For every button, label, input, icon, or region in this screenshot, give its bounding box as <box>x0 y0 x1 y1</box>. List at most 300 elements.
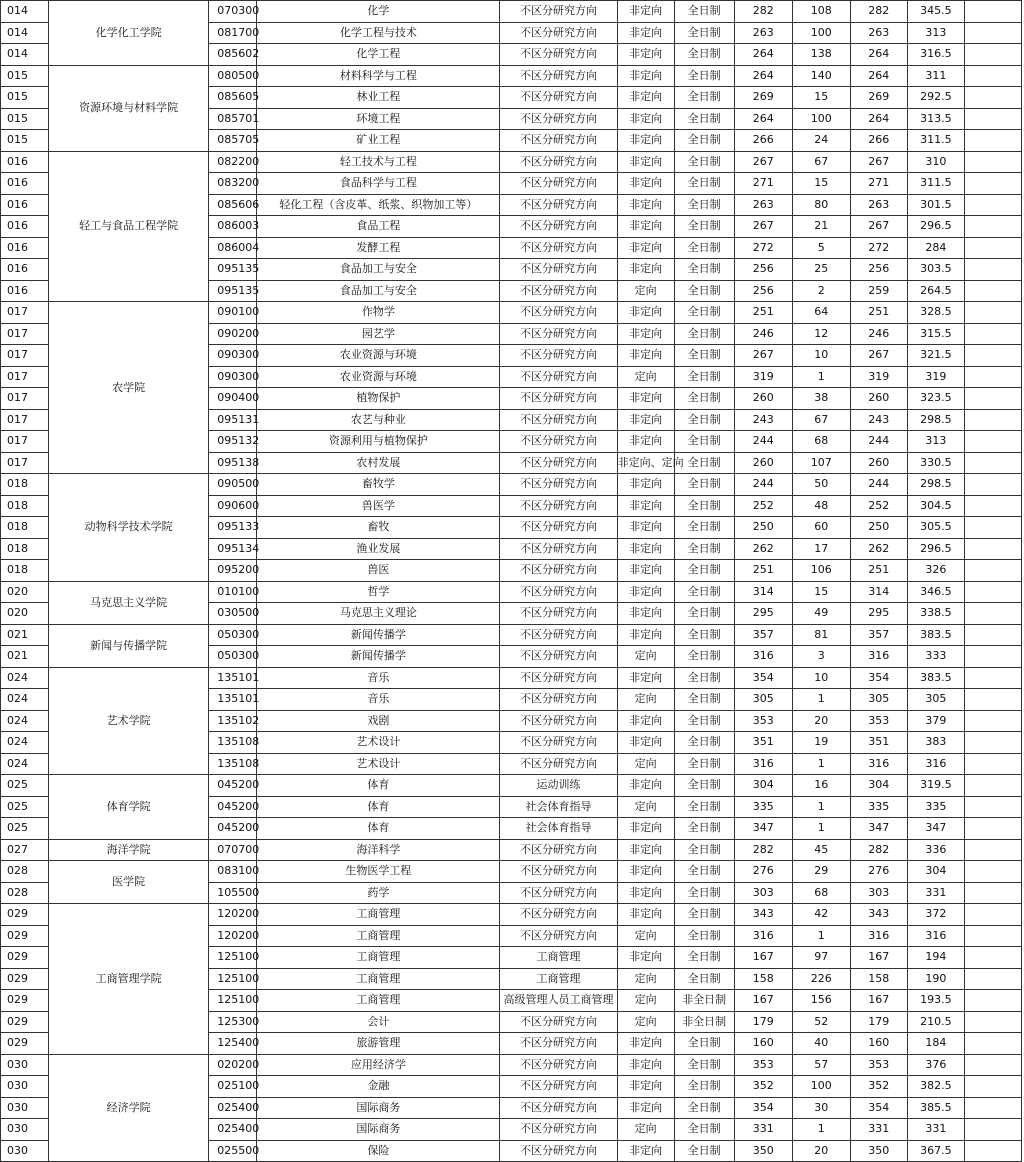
college-id-cell: 030 <box>1 1054 49 1076</box>
college-id-cell: 029 <box>1 990 49 1012</box>
research-direction-cell: 不区分研究方向 <box>500 1076 617 1098</box>
empty-cell <box>964 259 1021 281</box>
study-mode-cell: 全日制 <box>674 882 734 904</box>
average-score-cell: 372 <box>907 904 964 926</box>
research-direction-cell: 不区分研究方向 <box>500 237 617 259</box>
min-score-cell: 246 <box>734 323 792 345</box>
admitted-count-cell: 67 <box>792 151 850 173</box>
major-code-cell: 025500 <box>209 1140 257 1162</box>
empty-cell <box>964 732 1021 754</box>
study-mode-cell: 全日制 <box>674 710 734 732</box>
research-direction-cell: 不区分研究方向 <box>500 882 617 904</box>
retest-score-cell: 264 <box>850 108 907 130</box>
college-name-cell: 经济学院 <box>49 1054 209 1162</box>
major-name-cell: 资源利用与植物保护 <box>257 431 500 453</box>
college-id-cell: 018 <box>1 538 49 560</box>
major-name-cell: 工商管理 <box>257 990 500 1012</box>
admitted-count-cell: 3 <box>792 646 850 668</box>
study-mode-cell: 全日制 <box>674 302 734 324</box>
research-direction-cell: 不区分研究方向 <box>500 538 617 560</box>
average-score-cell: 311 <box>907 65 964 87</box>
min-score-cell: 243 <box>734 409 792 431</box>
retest-score-cell: 267 <box>850 345 907 367</box>
table-row <box>1 1 1022 23</box>
college-id-cell: 015 <box>1 108 49 130</box>
major-name-cell: 工商管理 <box>257 904 500 926</box>
college-id-cell: 017 <box>1 452 49 474</box>
min-score-cell: 295 <box>734 603 792 625</box>
study-mode-cell: 全日制 <box>674 1140 734 1162</box>
research-direction-cell: 运动训练 <box>500 775 617 797</box>
study-mode-cell: 全日制 <box>674 603 734 625</box>
min-score-cell: 357 <box>734 624 792 646</box>
min-score-cell: 351 <box>734 732 792 754</box>
major-code-cell: 090300 <box>209 366 257 388</box>
study-mode-cell: 全日制 <box>674 796 734 818</box>
min-score-cell: 167 <box>734 947 792 969</box>
min-score-cell: 353 <box>734 1054 792 1076</box>
enrollment-type-cell: 非定向 <box>617 302 674 324</box>
research-direction-cell: 不区分研究方向 <box>500 646 617 668</box>
study-mode-cell: 全日制 <box>674 216 734 238</box>
research-direction-cell: 工商管理 <box>500 947 617 969</box>
table-body <box>1 1 1022 1162</box>
research-direction-cell: 社会体育指导 <box>500 796 617 818</box>
table-row <box>1 839 1022 861</box>
average-score-cell: 305.5 <box>907 517 964 539</box>
enrollment-type-cell: 非定向、定向 <box>617 452 674 474</box>
research-direction-cell: 不区分研究方向 <box>500 732 617 754</box>
major-name-cell: 兽医学 <box>257 495 500 517</box>
college-name-cell: 体育学院 <box>49 775 209 840</box>
major-name-cell: 工商管理 <box>257 968 500 990</box>
college-id-cell: 018 <box>1 560 49 582</box>
enrollment-type-cell: 非定向 <box>617 431 674 453</box>
empty-cell <box>964 431 1021 453</box>
college-id-cell: 024 <box>1 753 49 775</box>
major-code-cell: 025100 <box>209 1076 257 1098</box>
average-score-cell: 336 <box>907 839 964 861</box>
empty-cell <box>964 538 1021 560</box>
average-score-cell: 264.5 <box>907 280 964 302</box>
major-code-cell: 095134 <box>209 538 257 560</box>
major-code-cell: 095138 <box>209 452 257 474</box>
admitted-count-cell: 24 <box>792 130 850 152</box>
retest-score-cell: 350 <box>850 1140 907 1162</box>
enrollment-type-cell: 非定向 <box>617 710 674 732</box>
average-score-cell: 335 <box>907 796 964 818</box>
table-row <box>1 667 1022 689</box>
admitted-count-cell: 60 <box>792 517 850 539</box>
empty-cell <box>964 796 1021 818</box>
empty-cell <box>964 216 1021 238</box>
min-score-cell: 244 <box>734 431 792 453</box>
min-score-cell: 179 <box>734 1011 792 1033</box>
college-id-cell: 025 <box>1 775 49 797</box>
empty-cell <box>964 474 1021 496</box>
study-mode-cell: 全日制 <box>674 775 734 797</box>
empty-cell <box>964 710 1021 732</box>
admitted-count-cell: 17 <box>792 538 850 560</box>
retest-score-cell: 343 <box>850 904 907 926</box>
major-code-cell: 095135 <box>209 280 257 302</box>
college-id-cell: 017 <box>1 431 49 453</box>
college-id-cell: 014 <box>1 22 49 44</box>
average-score-cell: 298.5 <box>907 474 964 496</box>
college-id-cell: 015 <box>1 65 49 87</box>
college-id-cell: 017 <box>1 323 49 345</box>
average-score-cell: 305 <box>907 689 964 711</box>
admitted-count-cell: 45 <box>792 839 850 861</box>
major-code-cell: 083100 <box>209 861 257 883</box>
study-mode-cell: 全日制 <box>674 538 734 560</box>
retest-score-cell: 260 <box>850 452 907 474</box>
admitted-count-cell: 30 <box>792 1097 850 1119</box>
min-score-cell: 267 <box>734 345 792 367</box>
study-mode-cell: 全日制 <box>674 409 734 431</box>
retest-score-cell: 263 <box>850 194 907 216</box>
empty-cell <box>964 968 1021 990</box>
min-score-cell: 316 <box>734 753 792 775</box>
admitted-count-cell: 57 <box>792 1054 850 1076</box>
empty-cell <box>964 108 1021 130</box>
table-row <box>1 904 1022 926</box>
min-score-cell: 266 <box>734 130 792 152</box>
empty-cell <box>964 1011 1021 1033</box>
research-direction-cell: 不区分研究方向 <box>500 173 617 195</box>
retest-score-cell: 251 <box>850 302 907 324</box>
empty-cell <box>964 366 1021 388</box>
research-direction-cell: 不区分研究方向 <box>500 925 617 947</box>
min-score-cell: 347 <box>734 818 792 840</box>
major-code-cell: 085705 <box>209 130 257 152</box>
admitted-count-cell: 100 <box>792 22 850 44</box>
college-id-cell: 018 <box>1 495 49 517</box>
admitted-count-cell: 40 <box>792 1033 850 1055</box>
research-direction-cell: 不区分研究方向 <box>500 689 617 711</box>
major-name-cell: 材料科学与工程 <box>257 65 500 87</box>
enrollment-type-cell: 非定向 <box>617 151 674 173</box>
major-name-cell: 园艺学 <box>257 323 500 345</box>
min-score-cell: 250 <box>734 517 792 539</box>
enrollment-type-cell: 非定向 <box>617 237 674 259</box>
major-code-cell: 120200 <box>209 925 257 947</box>
average-score-cell: 313 <box>907 22 964 44</box>
research-direction-cell: 不区分研究方向 <box>500 259 617 281</box>
admitted-count-cell: 50 <box>792 474 850 496</box>
major-code-cell: 125100 <box>209 968 257 990</box>
average-score-cell: 383 <box>907 732 964 754</box>
average-score-cell: 328.5 <box>907 302 964 324</box>
enrollment-type-cell: 非定向 <box>617 44 674 66</box>
enrollment-type-cell: 非定向 <box>617 1076 674 1098</box>
research-direction-cell: 不区分研究方向 <box>500 560 617 582</box>
average-score-cell: 331 <box>907 882 964 904</box>
retest-score-cell: 158 <box>850 968 907 990</box>
major-name-cell: 轻工技术与工程 <box>257 151 500 173</box>
average-score-cell: 311.5 <box>907 130 964 152</box>
empty-cell <box>964 839 1021 861</box>
major-code-cell: 086003 <box>209 216 257 238</box>
enrollment-type-cell: 定向 <box>617 753 674 775</box>
college-id-cell: 016 <box>1 216 49 238</box>
college-id-cell: 030 <box>1 1119 49 1141</box>
average-score-cell: 316.5 <box>907 44 964 66</box>
major-name-cell: 矿业工程 <box>257 130 500 152</box>
empty-cell <box>964 151 1021 173</box>
research-direction-cell: 不区分研究方向 <box>500 517 617 539</box>
retest-score-cell: 167 <box>850 947 907 969</box>
study-mode-cell: 全日制 <box>674 861 734 883</box>
major-code-cell: 085605 <box>209 87 257 109</box>
college-name-cell: 化学化工学院 <box>49 1 209 66</box>
empty-cell <box>964 173 1021 195</box>
min-score-cell: 353 <box>734 710 792 732</box>
table-row <box>1 302 1022 324</box>
college-id-cell: 014 <box>1 1 49 23</box>
admitted-count-cell: 1 <box>792 753 850 775</box>
major-name-cell: 林业工程 <box>257 87 500 109</box>
major-code-cell: 090400 <box>209 388 257 410</box>
college-id-cell: 015 <box>1 130 49 152</box>
average-score-cell: 313.5 <box>907 108 964 130</box>
study-mode-cell: 非全日制 <box>674 1011 734 1033</box>
research-direction-cell: 不区分研究方向 <box>500 87 617 109</box>
enrollment-type-cell: 非定向 <box>617 474 674 496</box>
study-mode-cell: 全日制 <box>674 925 734 947</box>
average-score-cell: 383.5 <box>907 667 964 689</box>
admitted-count-cell: 68 <box>792 882 850 904</box>
min-score-cell: 343 <box>734 904 792 926</box>
average-score-cell: 310 <box>907 151 964 173</box>
average-score-cell: 321.5 <box>907 345 964 367</box>
retest-score-cell: 262 <box>850 538 907 560</box>
average-score-cell: 303.5 <box>907 259 964 281</box>
college-id-cell: 028 <box>1 882 49 904</box>
retest-score-cell: 316 <box>850 646 907 668</box>
enrollment-type-cell: 非定向 <box>617 732 674 754</box>
min-score-cell: 331 <box>734 1119 792 1141</box>
empty-cell <box>964 925 1021 947</box>
empty-cell <box>964 882 1021 904</box>
average-score-cell: 292.5 <box>907 87 964 109</box>
average-score-cell: 210.5 <box>907 1011 964 1033</box>
major-name-cell: 环境工程 <box>257 108 500 130</box>
empty-cell <box>964 65 1021 87</box>
enrollment-type-cell: 非定向 <box>617 1033 674 1055</box>
study-mode-cell: 全日制 <box>674 1 734 23</box>
enrollment-type-cell: 非定向 <box>617 216 674 238</box>
research-direction-cell: 不区分研究方向 <box>500 1 617 23</box>
enrollment-type-cell: 定向 <box>617 689 674 711</box>
major-code-cell: 081700 <box>209 22 257 44</box>
admitted-count-cell: 1 <box>792 689 850 711</box>
average-score-cell: 193.5 <box>907 990 964 1012</box>
enrollment-type-cell: 非定向 <box>617 775 674 797</box>
admitted-count-cell: 138 <box>792 44 850 66</box>
major-code-cell: 125100 <box>209 990 257 1012</box>
major-code-cell: 025400 <box>209 1119 257 1141</box>
research-direction-cell: 不区分研究方向 <box>500 1033 617 1055</box>
empty-cell <box>964 517 1021 539</box>
major-name-cell: 艺术设计 <box>257 732 500 754</box>
min-score-cell: 252 <box>734 495 792 517</box>
admitted-count-cell: 156 <box>792 990 850 1012</box>
study-mode-cell: 全日制 <box>674 366 734 388</box>
major-code-cell: 045200 <box>209 796 257 818</box>
research-direction-cell: 不区分研究方向 <box>500 667 617 689</box>
retest-score-cell: 295 <box>850 603 907 625</box>
empty-cell <box>964 495 1021 517</box>
major-code-cell: 135101 <box>209 689 257 711</box>
retest-score-cell: 351 <box>850 732 907 754</box>
empty-cell <box>964 345 1021 367</box>
average-score-cell: 316 <box>907 753 964 775</box>
min-score-cell: 264 <box>734 65 792 87</box>
admitted-count-cell: 81 <box>792 624 850 646</box>
enrollment-type-cell: 非定向 <box>617 65 674 87</box>
enrollment-type-cell: 非定向 <box>617 818 674 840</box>
major-code-cell: 010100 <box>209 581 257 603</box>
major-name-cell: 兽医 <box>257 560 500 582</box>
enrollment-type-cell: 非定向 <box>617 1 674 23</box>
college-id-cell: 030 <box>1 1140 49 1162</box>
table-row <box>1 581 1022 603</box>
enrollment-type-cell: 非定向 <box>617 1097 674 1119</box>
major-code-cell: 135108 <box>209 753 257 775</box>
min-score-cell: 303 <box>734 882 792 904</box>
admitted-count-cell: 226 <box>792 968 850 990</box>
min-score-cell: 316 <box>734 646 792 668</box>
research-direction-cell: 不区分研究方向 <box>500 474 617 496</box>
average-score-cell: 315.5 <box>907 323 964 345</box>
empty-cell <box>964 1033 1021 1055</box>
admitted-count-cell: 2 <box>792 280 850 302</box>
study-mode-cell: 全日制 <box>674 280 734 302</box>
admitted-count-cell: 19 <box>792 732 850 754</box>
study-mode-cell: 全日制 <box>674 1054 734 1076</box>
college-id-cell: 016 <box>1 173 49 195</box>
major-code-cell: 090100 <box>209 302 257 324</box>
enrollment-type-cell: 定向 <box>617 646 674 668</box>
enrollment-type-cell: 非定向 <box>617 1140 674 1162</box>
admitted-count-cell: 10 <box>792 667 850 689</box>
major-name-cell: 工商管理 <box>257 925 500 947</box>
college-id-cell: 029 <box>1 1033 49 1055</box>
min-score-cell: 263 <box>734 22 792 44</box>
average-score-cell: 319 <box>907 366 964 388</box>
empty-cell <box>964 603 1021 625</box>
study-mode-cell: 全日制 <box>674 108 734 130</box>
research-direction-cell: 高级管理人员工商管理 <box>500 990 617 1012</box>
college-id-cell: 029 <box>1 1011 49 1033</box>
average-score-cell: 313 <box>907 431 964 453</box>
research-direction-cell: 不区分研究方向 <box>500 603 617 625</box>
min-score-cell: 314 <box>734 581 792 603</box>
research-direction-cell: 不区分研究方向 <box>500 710 617 732</box>
major-name-cell: 马克思主义理论 <box>257 603 500 625</box>
study-mode-cell: 全日制 <box>674 560 734 582</box>
average-score-cell: 326 <box>907 560 964 582</box>
retest-score-cell: 264 <box>850 44 907 66</box>
major-name-cell: 工商管理 <box>257 947 500 969</box>
average-score-cell: 338.5 <box>907 603 964 625</box>
major-name-cell: 食品科学与工程 <box>257 173 500 195</box>
major-code-cell: 090600 <box>209 495 257 517</box>
empty-cell <box>964 947 1021 969</box>
major-name-cell: 农村发展 <box>257 452 500 474</box>
retest-score-cell: 271 <box>850 173 907 195</box>
major-name-cell: 食品加工与安全 <box>257 280 500 302</box>
research-direction-cell: 不区分研究方向 <box>500 65 617 87</box>
research-direction-cell: 不区分研究方向 <box>500 1054 617 1076</box>
major-name-cell: 畜牧 <box>257 517 500 539</box>
table-row <box>1 775 1022 797</box>
admitted-count-cell: 107 <box>792 452 850 474</box>
college-id-cell: 029 <box>1 925 49 947</box>
study-mode-cell: 全日制 <box>674 22 734 44</box>
retest-score-cell: 335 <box>850 796 907 818</box>
college-name-cell: 轻工与食品工程学院 <box>49 151 209 302</box>
min-score-cell: 264 <box>734 44 792 66</box>
college-id-cell: 016 <box>1 151 49 173</box>
average-score-cell: 184 <box>907 1033 964 1055</box>
table-row <box>1 474 1022 496</box>
retest-score-cell: 267 <box>850 216 907 238</box>
college-id-cell: 016 <box>1 194 49 216</box>
admitted-count-cell: 42 <box>792 904 850 926</box>
college-id-cell: 020 <box>1 603 49 625</box>
min-score-cell: 354 <box>734 667 792 689</box>
admitted-count-cell: 1 <box>792 818 850 840</box>
empty-cell <box>964 1119 1021 1141</box>
min-score-cell: 167 <box>734 990 792 1012</box>
empty-cell <box>964 1054 1021 1076</box>
admitted-count-cell: 67 <box>792 409 850 431</box>
college-id-cell: 030 <box>1 1097 49 1119</box>
min-score-cell: 304 <box>734 775 792 797</box>
min-score-cell: 269 <box>734 87 792 109</box>
study-mode-cell: 全日制 <box>674 173 734 195</box>
admitted-count-cell: 12 <box>792 323 850 345</box>
major-code-cell: 095135 <box>209 259 257 281</box>
major-code-cell: 070300 <box>209 1 257 23</box>
min-score-cell: 251 <box>734 560 792 582</box>
college-name-cell: 海洋学院 <box>49 839 209 861</box>
study-mode-cell: 全日制 <box>674 1097 734 1119</box>
major-name-cell: 戏剧 <box>257 710 500 732</box>
major-name-cell: 体育 <box>257 796 500 818</box>
research-direction-cell: 不区分研究方向 <box>500 1119 617 1141</box>
major-code-cell: 085701 <box>209 108 257 130</box>
enrollment-type-cell: 非定向 <box>617 581 674 603</box>
empty-cell <box>964 818 1021 840</box>
empty-cell <box>964 1097 1021 1119</box>
major-code-cell: 070700 <box>209 839 257 861</box>
college-id-cell: 024 <box>1 689 49 711</box>
research-direction-cell: 社会体育指导 <box>500 818 617 840</box>
average-score-cell: 319.5 <box>907 775 964 797</box>
major-code-cell: 050300 <box>209 624 257 646</box>
major-code-cell: 125400 <box>209 1033 257 1055</box>
admitted-count-cell: 25 <box>792 259 850 281</box>
retest-score-cell: 167 <box>850 990 907 1012</box>
major-code-cell: 125300 <box>209 1011 257 1033</box>
college-id-cell: 016 <box>1 280 49 302</box>
major-code-cell: 120200 <box>209 904 257 926</box>
college-id-cell: 028 <box>1 861 49 883</box>
college-id-cell: 021 <box>1 624 49 646</box>
